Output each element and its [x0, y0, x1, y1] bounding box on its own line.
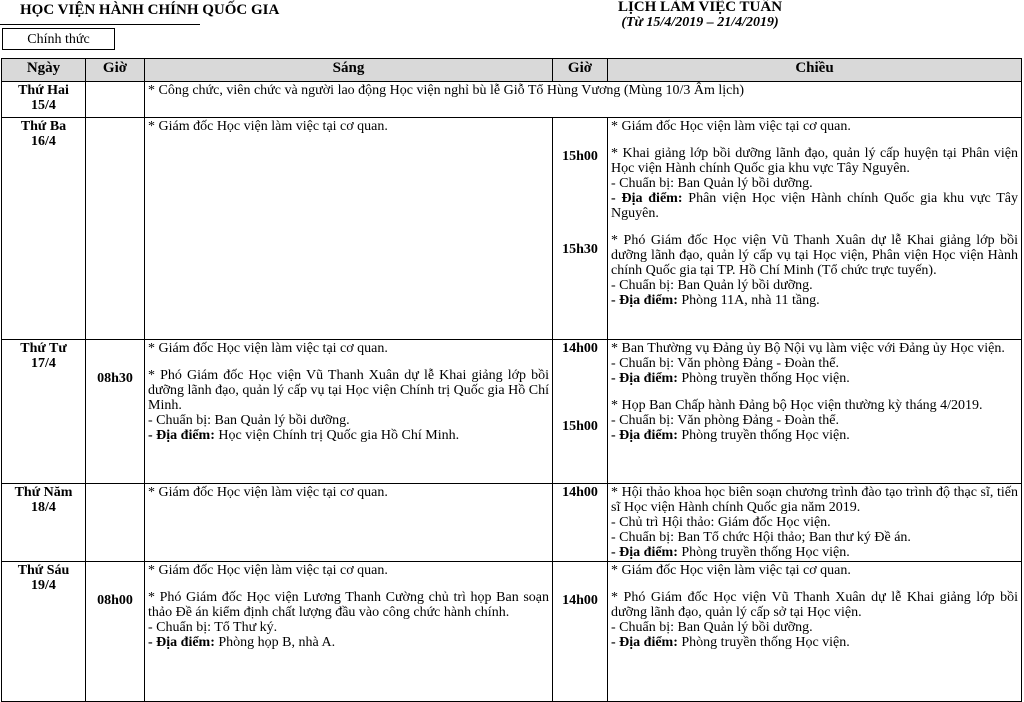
activity-text: * Phó Giám đốc Học viện Vũ Thanh Xuân dự lễ Khai giảng lớp bồi dưỡng lãnh đạo, quản lý cấp vụ tại Học viện Chính trị Quốc gia Hồ Chí Minh.: [148, 368, 549, 413]
col-header-time-afternoon: Giờ: [553, 59, 608, 82]
location-text: Phòng truyền thống Học viện.: [677, 371, 850, 386]
time-value: 15h00: [562, 419, 598, 434]
col-header-morning: Sáng: [145, 59, 553, 82]
activity-text: * Giám đốc Học viện làm việc tại cơ quan.: [611, 119, 851, 134]
time-cell: [553, 562, 608, 702]
table-row: [2, 118, 1022, 340]
location-text: Phòng truyền thống Học viện.: [677, 635, 850, 650]
prep-text: - Chuẩn bị: Văn phòng Đảng - Đoàn thể.: [611, 356, 839, 371]
location-text: Phòng truyền thống Học viện.: [677, 545, 850, 560]
col-header-day: Ngày: [2, 59, 86, 82]
header-underline: [0, 24, 200, 25]
location-label: - Địa điểm:: [611, 371, 678, 386]
day-date: 16/4: [31, 134, 56, 149]
schedule-date-range: (Từ 15/4/2019 – 21/4/2019): [621, 15, 779, 30]
weekly-schedule-table: [1, 58, 1022, 702]
activity-text: * Phó Giám đốc Học viện Vũ Thanh Xuân dự lễ Khai giảng lớp bồi dưỡng lãnh đạo, quản lý cấp sở tại Học viện.: [611, 590, 1018, 620]
day-cell: [2, 484, 86, 562]
location-label: - Địa điểm:: [611, 293, 678, 308]
day-date: 15/4: [31, 98, 56, 113]
time-cell: [553, 340, 608, 484]
time-value: 15h30: [562, 242, 598, 257]
morning-activity: [145, 562, 553, 702]
day-cell: [2, 82, 86, 118]
morning-activity: [145, 340, 553, 484]
prep-text: - Chuẩn bị: Ban Quản lý bồi dưỡng.: [611, 176, 813, 191]
day-name: Thứ Ba: [20, 119, 67, 134]
location-text: Phòng 11A, nhà 11 tầng.: [677, 293, 820, 308]
activity-text: * Giám đốc Học viện làm việc tại cơ quan.: [148, 563, 388, 578]
day-cell: [2, 562, 86, 702]
time-value: 08h30: [97, 371, 133, 386]
location-label: - Địa điểm:: [148, 428, 215, 443]
time-value: 08h00: [97, 593, 133, 608]
time-cell: [86, 562, 145, 702]
day-name: Thứ Tư: [20, 341, 67, 356]
table-row: [2, 484, 1022, 562]
afternoon-activity: [608, 562, 1022, 702]
chair-text: - Chủ trì Hội thảo: Giám đốc Học viện.: [611, 515, 831, 530]
prep-text: - Chuẩn bị: Ban Quản lý bồi dưỡng.: [611, 620, 813, 635]
location-text: Phòng họp B, nhà A.: [214, 635, 336, 650]
schedule-title-block: [600, 0, 800, 30]
activity-text: * Họp Ban Chấp hành Đảng bộ Học viện thường kỳ tháng 4/2019.: [611, 398, 983, 413]
prep-text: - Chuẩn bị: Văn phòng Đảng - Đoàn thể.: [611, 413, 839, 428]
afternoon-activity: [608, 340, 1022, 484]
time-cell: [86, 484, 145, 562]
day-name: Thứ Sáu: [17, 563, 70, 578]
time-cell: [86, 340, 145, 484]
time-value: 14h00: [562, 485, 598, 500]
table-header-row: [2, 59, 1022, 82]
location-label: - Địa điểm:: [611, 545, 678, 560]
time-value: 15h00: [562, 149, 598, 164]
activity-text: * Hội thảo khoa học biên soạn chương trình đào tạo trình độ thạc sĩ, tiến sĩ Học viện Hành chính Quốc gia năm 2019.: [611, 485, 1018, 515]
organization-name: HỌC VIỆN HÀNH CHÍNH QUỐC GIA: [20, 2, 280, 18]
morning-activity: [145, 118, 553, 340]
table-row: [2, 562, 1022, 702]
day-name: Thứ Hai: [18, 83, 69, 98]
time-value: 14h00: [562, 593, 598, 608]
time-cell: [86, 118, 145, 340]
prep-text: - Chuẩn bị: Ban Tổ chức Hội thảo; Ban thư ký Đề án.: [611, 530, 911, 545]
activity-text: * Giám đốc Học viện làm việc tại cơ quan.: [148, 485, 388, 500]
location-label: - Địa điểm:: [611, 191, 683, 206]
table-row: [2, 340, 1022, 484]
activity-text: * Phó Giám đốc Học viện Lương Thanh Cường chủ trì họp Ban soạn thảo Đề án kiểm định chất lượng đầu vào công chức hành chính.: [148, 590, 549, 620]
day-cell: [2, 118, 86, 340]
activity-text: * Ban Thường vụ Đảng ủy Bộ Nội vụ làm việc với Đảng ủy Học viện.: [611, 341, 1005, 356]
day-date: 19/4: [31, 578, 56, 593]
location-text: Học viện Chính trị Quốc gia Hồ Chí Minh.: [214, 428, 460, 443]
col-header-time-morning: Giờ: [86, 59, 145, 82]
status-badge: Chính thức: [2, 28, 115, 50]
activity-text: * Giám đốc Học viện làm việc tại cơ quan.: [148, 341, 388, 356]
afternoon-activity: [608, 118, 1022, 340]
prep-text: - Chuẩn bị: Ban Quản lý bồi dưỡng.: [611, 278, 813, 293]
table-row: [2, 82, 1022, 118]
holiday-note: * Công chức, viên chức và người lao động Học viện nghỉ bù lễ Giỗ Tổ Hùng Vương (Mùng 10/3 Âm lịch): [145, 82, 1022, 118]
time-cell: [553, 118, 608, 340]
morning-activity: [145, 484, 553, 562]
day-date: 18/4: [31, 500, 56, 515]
location-label: - Địa điểm:: [611, 428, 678, 443]
prep-text: - Chuẩn bị: Ban Quản lý bồi dưỡng.: [148, 413, 350, 428]
day-name: Thứ Năm: [14, 485, 73, 500]
time-cell: [86, 82, 145, 118]
day-date: 17/4: [31, 356, 56, 371]
activity-text: * Giám đốc Học viện làm việc tại cơ quan.: [148, 119, 388, 134]
location-text: Phòng truyền thống Học viện.: [677, 428, 850, 443]
location-text: Phân viện Học viện Hành chính Quốc gia khu vực Tây Nguyên.: [611, 191, 1018, 221]
prep-text: - Chuẩn bị: Tổ Thư ký.: [148, 620, 278, 635]
day-cell: [2, 340, 86, 484]
location-label: - Địa điểm:: [148, 635, 215, 650]
location-label: - Địa điểm:: [611, 635, 678, 650]
activity-text: * Phó Giám đốc Học viện Vũ Thanh Xuân dự lễ Khai giảng lớp bồi dưỡng lãnh đạo, quản lý cấp vụ tại Học viện, Phân viện Học viện Hành chính Quốc gia tại TP. Hồ Chí Minh (Tổ chức trực tuyến).: [611, 233, 1018, 278]
activity-text: * Giám đốc Học viện làm việc tại cơ quan.: [611, 563, 851, 578]
time-value: 14h00: [562, 341, 598, 356]
activity-text: * Khai giảng lớp bồi dưỡng lãnh đạo, quản lý cấp huyện tại Phân viện Học viện Hành chính Quốc gia khu vực Tây Nguyên.: [611, 146, 1018, 176]
col-header-afternoon: Chiều: [608, 59, 1022, 82]
schedule-title: LỊCH LÀM VIỆC TUẦN: [617, 0, 783, 15]
time-cell: [553, 484, 608, 562]
afternoon-activity: [608, 484, 1022, 562]
